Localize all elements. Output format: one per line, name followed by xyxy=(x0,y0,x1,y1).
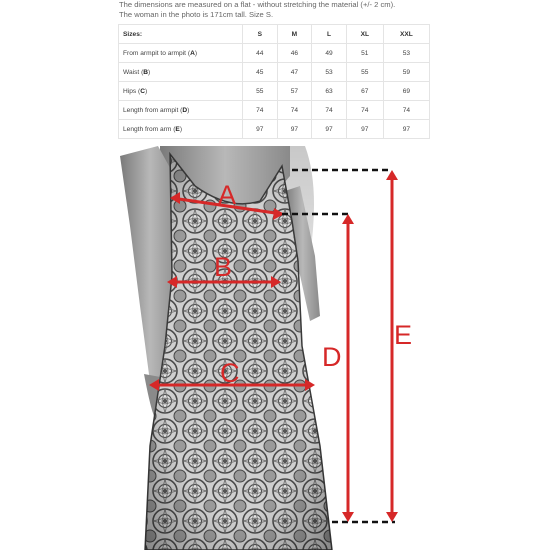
row-label-code: E xyxy=(175,125,180,133)
size-table-header xyxy=(119,25,430,44)
table-cell: 45 xyxy=(243,63,278,82)
table-cell: 53 xyxy=(383,44,429,63)
row-label: Waist (B) xyxy=(119,63,243,82)
table-row xyxy=(119,101,430,120)
table-cell: 74 xyxy=(277,101,312,120)
table-cell: 97 xyxy=(277,120,312,139)
table-cell: 55 xyxy=(243,82,278,101)
table-cell: 97 xyxy=(383,120,429,139)
label-c: C xyxy=(220,358,240,388)
table-row xyxy=(119,120,430,139)
table-cell: 97 xyxy=(312,120,347,139)
arrow-head-e-bottom xyxy=(386,512,398,522)
table-cell: 47 xyxy=(277,63,312,82)
intro-line-measurement-note: The dimensions are measured on a flat - without stretching the material (+/- 2 cm). xyxy=(119,0,396,9)
row-label-text: Waist xyxy=(123,68,140,76)
table-cell: 46 xyxy=(277,44,312,63)
table-cell: 57 xyxy=(277,82,312,101)
header-size-l: L xyxy=(312,25,347,44)
table-row xyxy=(119,82,430,101)
table-cell: 51 xyxy=(346,44,383,63)
row-label-text: Hips xyxy=(123,87,137,95)
header-sizes: Sizes: xyxy=(119,25,243,44)
label-d: D xyxy=(322,342,342,372)
row-label-code: B xyxy=(143,68,149,76)
header-size-xl: XL xyxy=(346,25,383,44)
label-e: E xyxy=(394,320,413,350)
table-cell: 55 xyxy=(346,63,383,82)
table-cell: 63 xyxy=(312,82,347,101)
arrow-head-d-top xyxy=(342,214,354,224)
table-cell: 97 xyxy=(243,120,278,139)
table-cell: 69 xyxy=(383,82,429,101)
measurement-photo xyxy=(120,146,430,550)
table-cell: 74 xyxy=(312,101,347,120)
label-b: B xyxy=(214,252,233,282)
row-label-code: C xyxy=(140,87,145,95)
row-label: From armpit to armpit (A) xyxy=(119,44,243,63)
table-cell: 97 xyxy=(346,120,383,139)
arrow-head-e-top xyxy=(386,170,398,180)
row-label-text: From armpit to armpit xyxy=(123,49,187,57)
row-label-text: Length from arm xyxy=(123,125,172,133)
measurement-diagram xyxy=(120,146,430,550)
table-cell: 44 xyxy=(243,44,278,63)
row-label: Length from arm (E) xyxy=(119,120,243,139)
row-label-code: A xyxy=(190,49,195,57)
intro-line-model-height: The woman in the photo is 171cm tall. Size S. xyxy=(119,9,274,19)
intro-text xyxy=(119,0,439,19)
header-size-s: S xyxy=(243,25,278,44)
size-table xyxy=(118,24,430,139)
table-cell: 74 xyxy=(383,101,429,120)
table-cell: 49 xyxy=(312,44,347,63)
table-cell: 74 xyxy=(346,101,383,120)
row-label: Length from armpit (D) xyxy=(119,101,243,120)
table-cell: 59 xyxy=(383,63,429,82)
arrow-head-d-bottom xyxy=(342,512,354,522)
table-row xyxy=(119,63,430,82)
row-label-code: D xyxy=(182,106,188,114)
table-row xyxy=(119,44,430,63)
row-label-text: Length from armpit xyxy=(123,106,179,114)
header-size-m: M xyxy=(277,25,312,44)
table-cell: 67 xyxy=(346,82,383,101)
table-cell: 74 xyxy=(243,101,278,120)
table-cell: 53 xyxy=(312,63,347,82)
label-a: A xyxy=(218,180,237,210)
row-label: Hips (C) xyxy=(119,82,243,101)
header-size-xxl: XXL xyxy=(383,25,429,44)
